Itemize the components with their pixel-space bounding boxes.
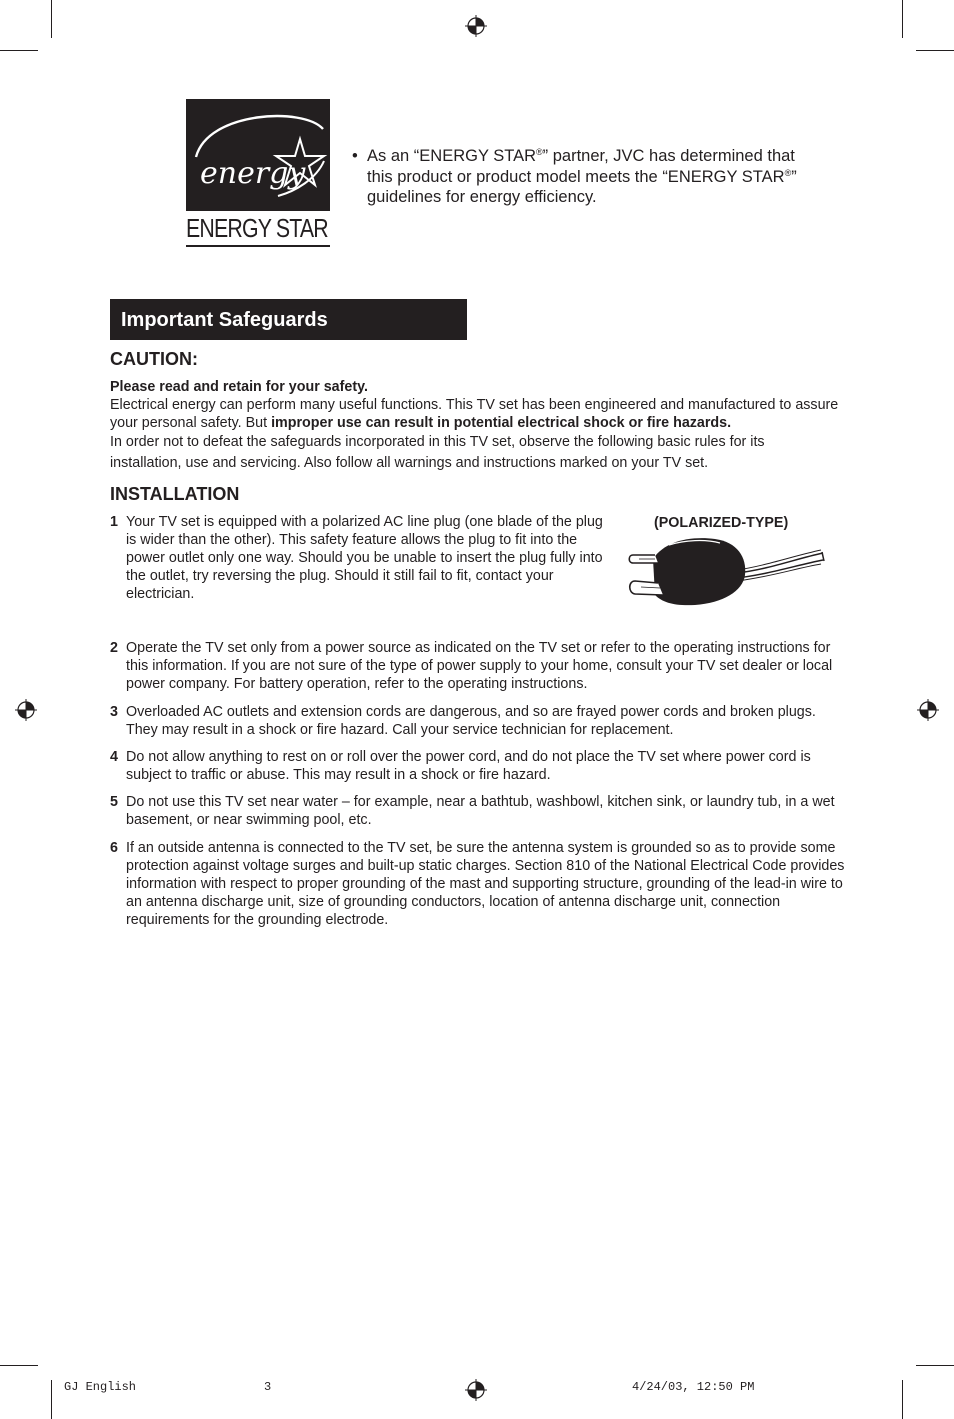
registration-mark-icon — [917, 699, 939, 721]
item-text: Do not use this TV set near water – for example, near a bathtub, washbowl, kitchen sink, or laundry tub, in a wet basement, or near swimming pool, etc. — [126, 794, 835, 828]
list-item — [110, 793, 850, 829]
energy-star-logo-box — [186, 99, 330, 211]
item-text: Do not allow anything to rest on or roll over the power cord, and do not place the TV set where power cord is subject to traffic or abuse. This may result in a shock or fire hazard. — [126, 749, 811, 783]
section-banner — [110, 299, 467, 340]
item-number: 1 — [110, 514, 118, 530]
caution-subheading: Please read and retain for your safety. — [110, 379, 368, 395]
bullet: • — [352, 147, 358, 165]
item-number: 6 — [110, 840, 118, 856]
section-title: Important Safeguards — [121, 309, 328, 331]
logo-underline — [186, 245, 330, 247]
item-number: 2 — [110, 640, 118, 656]
registered-mark: ® — [784, 167, 792, 178]
item-text: If an outside antenna is connected to the TV set, be sure the antenna system is grounded so as to provide some protection against voltage surges and built-up static charges. Section 810 of the National Electrical Code provides information with respect to proper grounding of the mast and supporting structure, grounding of the lead-in wire to an antenna discharge unit, size of grounding conductors, location of antenna discharge unit, connection requirements for the grounding electrode. — [126, 840, 845, 928]
caution-text: Electrical energy can perform many useful functions. This TV set has been engineered and manufactured to assure your personal safety. But — [110, 397, 839, 431]
polarized-plug-illustration — [625, 533, 830, 609]
list-item — [110, 839, 850, 929]
crop-mark — [916, 1365, 954, 1366]
caution-paragraph-2: In order not to defeat the safeguards incorporated in this TV set, observe the following basic rules for its installation, use and servicing. Also follow all warnings and instructions marked on your TV set. — [110, 434, 765, 471]
list-item — [110, 748, 840, 784]
item-number: 5 — [110, 794, 118, 810]
list-item — [110, 703, 840, 739]
registration-mark-icon — [15, 699, 37, 721]
registration-mark-icon — [465, 1379, 487, 1401]
footer-timestamp: 4/24/03, 12:50 PM — [632, 1380, 755, 1394]
crop-mark — [0, 50, 38, 51]
item-text: Operate the TV set only from a power source as indicated on the TV set or refer to the operating instructions for this information. If you are not sure of the type of power supply to your home, consult your TV set dealer or local power company. For battery operation, refer to the operating instructions. — [126, 640, 833, 692]
crop-mark — [902, 0, 903, 38]
logo-script: energy — [200, 156, 306, 191]
crop-mark — [51, 1380, 52, 1419]
energy-star-logo — [186, 99, 330, 248]
note-text-part: ” partner, JVC has determined that this product or product model meets the “ENERGY STAR — [367, 147, 795, 186]
energy-star-emblem-icon — [186, 99, 330, 211]
caution-heading: CAUTION: — [110, 349, 198, 369]
caution-paragraph — [110, 396, 840, 432]
note-text-part: As an “ENERGY STAR — [367, 147, 537, 165]
note-text-part: ” guidelines for energy efficiency. — [367, 167, 797, 206]
installation-heading: INSTALLATION — [110, 484, 240, 504]
item-number: 4 — [110, 749, 118, 765]
caution-warning: improper use can result in potential electrical shock or fire hazards. — [271, 415, 732, 431]
item-text: Overloaded AC outlets and extension cords are dangerous, and so are frayed power cords and broken plugs. They may result in a shock or fire hazard. Call your service technician for replacement. — [126, 704, 816, 738]
plug-label: (POLARIZED-TYPE) — [654, 515, 789, 531]
footer-file-name: GJ English — [64, 1380, 137, 1394]
list-item — [110, 513, 604, 603]
crop-mark — [51, 0, 52, 38]
logo-wordmark: ENERGY STAR — [186, 213, 328, 243]
energy-star-note-text — [367, 146, 802, 208]
energy-star-note — [352, 146, 802, 208]
item-text: Your TV set is equipped with a polarized AC line plug (one blade of the plug is wider than the other). This safety feature allows the plug to fit into the power outlet only one way. Should you be unable to insert the plug fully into the outlet, try reversing the plug. Should it still fail to fit, contact your electrician. — [126, 514, 603, 602]
registered-mark: ® — [536, 147, 543, 157]
list-item — [110, 639, 840, 693]
crop-mark — [0, 1365, 38, 1366]
registration-mark-icon — [465, 15, 487, 37]
crop-mark — [916, 50, 954, 51]
crop-mark — [902, 1380, 903, 1419]
footer-page-number: 3 — [264, 1380, 272, 1394]
item-number: 3 — [110, 704, 118, 720]
